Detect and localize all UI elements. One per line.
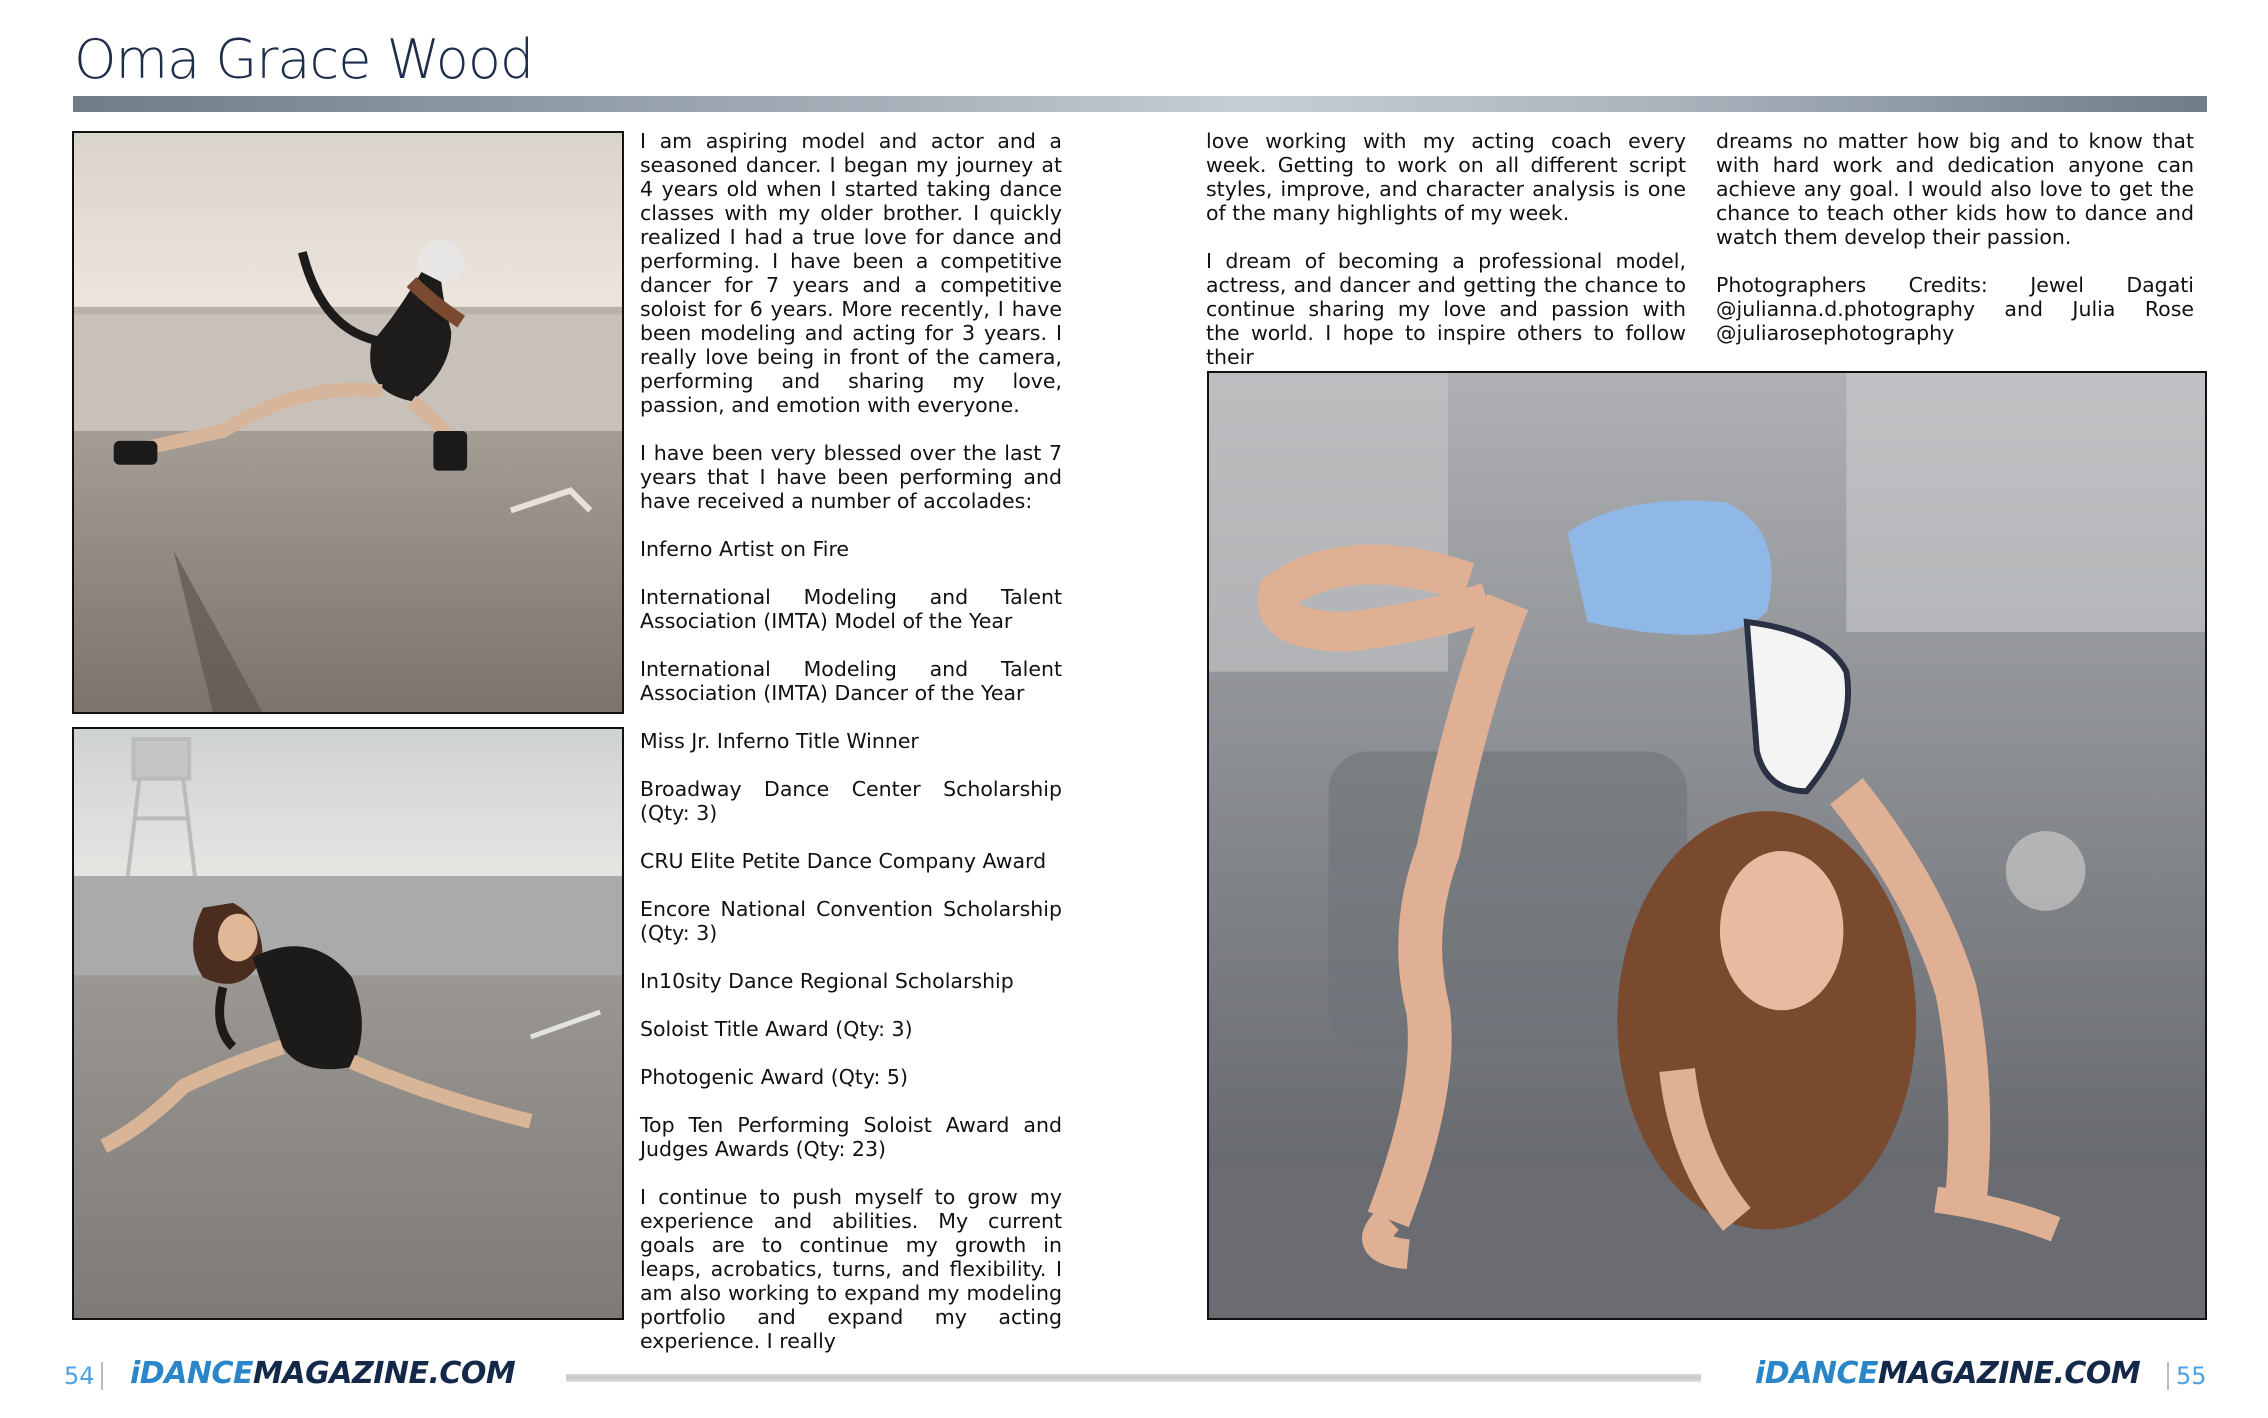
page-number-divider xyxy=(2167,1362,2169,1390)
accolade-item: International Modeling and Talent Association (IMTA) Dancer of the Year xyxy=(640,657,1062,705)
accolade-item: Inferno Artist on Fire xyxy=(640,537,850,561)
accolade-item: Top Ten Performing Soloist Award and Judges Awards (Qty: 23) xyxy=(640,1113,1062,1161)
footer-divider-bar xyxy=(566,1374,1701,1382)
accolade-item: Soloist Title Award (Qty: 3) xyxy=(640,1017,913,1041)
accolade-item: Encore National Convention Scholarship (Qty: 3) xyxy=(640,897,1062,945)
magazine-logo-right[interactable]: iDANCEMAGAZINE.COM xyxy=(1755,1356,2141,1391)
col3-paragraph: dreams no matter how big and to know that with hard work and dedication anyone can achieve any goal. I would also love to get the chance to teach other kids how to dance and watch them develop their passion. xyxy=(1716,129,2194,249)
page-number-right: 55 xyxy=(2176,1362,2207,1390)
title-underline-bar xyxy=(73,96,2207,112)
col1-paragraph: I am aspiring model and actor and a seasoned dancer. I began my journey at 4 years old when I started taking dance classes with my older brother. I quickly realized I had a true love for dance and performing. I have been a competitive dancer for 7 years and a competitive soloist for 6 years. More recently, I have been modeling and acting for 3 years. I really love being in front of the camera, performing and sharing my love, passion, and emotion with everyone. xyxy=(640,129,1062,417)
accolade-item: In10sity Dance Regional Scholarship xyxy=(640,969,1014,993)
col2-paragraph: I dream of becoming a professional model, actress, and dancer and getting the chance to continue sharing my love and passion with the world. I hope to inspire others to follow their xyxy=(1206,249,1686,369)
accolade-item: Broadway Dance Center Scholarship (Qty: 3) xyxy=(640,777,1062,825)
photographer-credits: Photographers Credits: Jewel Dagati @julianna.d.photography and Julia Rose @juliarosephotography xyxy=(1716,273,2194,345)
text-column-3 xyxy=(1716,129,2194,369)
text-column-2 xyxy=(1206,129,1686,393)
photo-dancer-crouch-hat xyxy=(72,131,624,714)
photo-dancer-backbend xyxy=(1207,371,2207,1320)
text-column-1 xyxy=(640,129,1062,1377)
col2-paragraph: love working with my acting coach every week. Getting to work on all different script styles, improve, and character analysis is one of the many highlights of my week. xyxy=(1206,129,1686,225)
accolade-item: International Modeling and Talent Association (IMTA) Model of the Year xyxy=(640,585,1062,633)
col1-paragraph: I have been very blessed over the last 7 years that I have been performing and have received a number of accolades: xyxy=(640,441,1062,513)
col1-paragraph: I continue to push myself to grow my experience and abilities. My current goals are to continue my growth in leaps, acrobatics, turns, and flexibility. I am also working to expand my modeling portfolio and expand my acting experience. I really xyxy=(640,1185,1062,1353)
magazine-logo-left[interactable]: iDANCEMAGAZINE.COM xyxy=(130,1356,516,1391)
photo-dancer-lunge-watertower xyxy=(72,727,624,1320)
page-number-divider xyxy=(101,1362,103,1390)
accolade-item: Photogenic Award (Qty: 5) xyxy=(640,1065,908,1089)
page-title: Oma Grace Wood xyxy=(74,28,534,91)
page-number-left: 54 xyxy=(64,1362,95,1390)
accolade-item: Miss Jr. Inferno Title Winner xyxy=(640,729,919,753)
accolade-item: CRU Elite Petite Dance Company Award xyxy=(640,849,1047,873)
